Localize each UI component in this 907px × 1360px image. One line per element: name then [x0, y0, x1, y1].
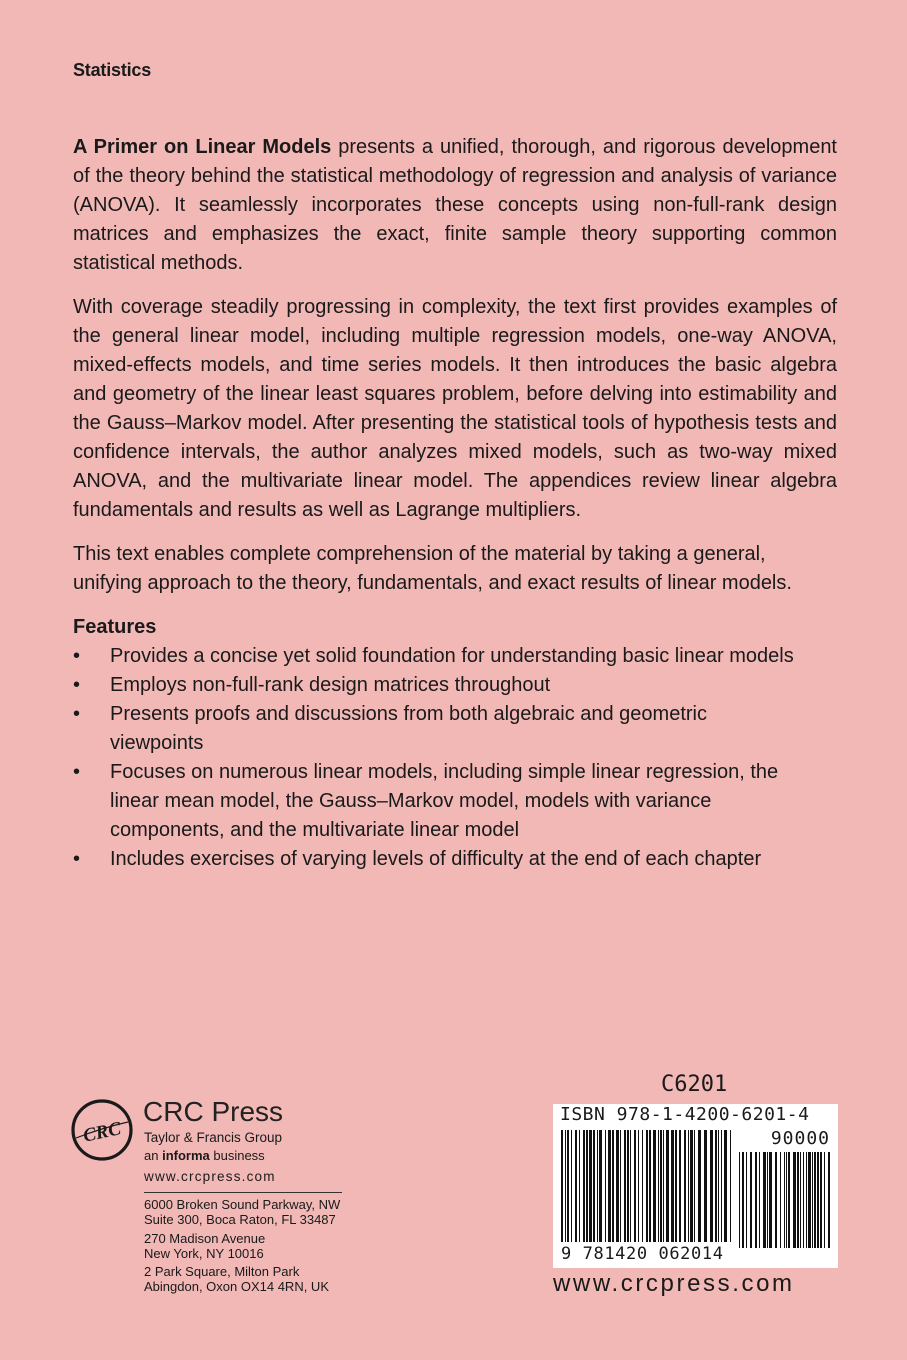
barcode-addon-bar	[788, 1152, 790, 1248]
barcode-bar	[599, 1130, 602, 1242]
barcode-addon-bar	[759, 1152, 760, 1248]
barcode-addon-bar	[742, 1152, 744, 1248]
barcode-bar	[704, 1130, 707, 1242]
barcode-bar	[567, 1130, 569, 1242]
barcode-bar	[694, 1130, 695, 1242]
barcode-bar	[698, 1130, 701, 1242]
barcode-bar	[561, 1130, 563, 1242]
barcode-addon-bar	[797, 1152, 799, 1248]
barcode-bar	[630, 1130, 631, 1242]
publisher-name: CRC Press	[143, 1096, 284, 1127]
features-list	[73, 642, 837, 874]
barcode-bar	[671, 1130, 674, 1242]
barcode-bar	[638, 1130, 639, 1242]
feature-item: • Provides a concise yet solid foundation for understanding basic linear models	[73, 642, 837, 671]
barcode-bar	[624, 1130, 626, 1242]
publisher-website[interactable]: www.crcpress.com	[144, 1169, 276, 1184]
address-uk: 2 Park Square, Milton Park Abingdon, Oxon OX14 4RN, UK	[144, 1264, 329, 1294]
barcode-addon-bar	[739, 1152, 740, 1248]
bullet: •	[73, 761, 81, 783]
feature-item: • Focuses on numerous linear models, including simple linear regression, the linear mean model, the Gauss–Markov model, models with variance components, and the multivariate linear model	[73, 758, 790, 845]
barcode-bar	[634, 1130, 636, 1242]
coverage-paragraph: With coverage steadily progressing in complexity, the text first provides examples of the general linear model, including multiple regression models, one-way ANOVA, mixed-effects models, and time series models. It then introduces the basic algebra and geometry of the linear least squares problem, before delving into estimability and the Gauss–Markov model. After presenting the statistical tools of hypothesis tests and confidence intervals, the author analyzes mixed models, such as two-way mixed ANOVA, and the multivariate linear model. The appendices review linear algebra fundamentals and results as well as Lagrange multipliers.	[73, 296, 837, 521]
barcode-addon-bar	[767, 1152, 768, 1248]
barcode-bar	[627, 1130, 629, 1242]
barcode-bar	[608, 1130, 611, 1242]
barcode-bar	[616, 1130, 619, 1242]
barcode-bar	[688, 1130, 689, 1242]
bullet: •	[73, 645, 81, 667]
barcode-bar	[684, 1130, 686, 1242]
barcode-bar	[730, 1130, 731, 1242]
barcode-bar	[620, 1130, 621, 1242]
barcode-addon-bar	[803, 1152, 804, 1248]
barcode-addon-bar	[746, 1152, 747, 1248]
barcode-addon-bar	[814, 1152, 816, 1248]
barcode-bar	[721, 1130, 722, 1242]
barcode-addon-bar	[763, 1152, 766, 1248]
barcode-addon-bar	[817, 1152, 819, 1248]
isbn-barcode	[553, 1104, 838, 1268]
barcode-addon-bar	[755, 1152, 757, 1248]
barcode-addon-bar	[750, 1152, 752, 1248]
barcode-bar	[579, 1130, 580, 1242]
logo-text: CRC	[81, 1118, 123, 1147]
barcode-addon-bar	[812, 1152, 813, 1248]
barcode-bar	[589, 1130, 592, 1242]
barcode-bar	[605, 1130, 606, 1242]
crc-logo-icon	[70, 1098, 134, 1162]
publisher-group: Taylor & Francis Group	[144, 1130, 283, 1145]
barcode-bar	[666, 1130, 669, 1242]
barcode-addon-bar	[786, 1152, 787, 1248]
divider	[144, 1192, 342, 1193]
barcode-bar	[642, 1130, 643, 1242]
address-new-york: 270 Madison Avenue New York, NY 10016	[144, 1231, 266, 1261]
barcode-addon-bar	[828, 1152, 830, 1248]
barcode-bar	[710, 1130, 713, 1242]
barcode-addon-bar	[769, 1152, 772, 1248]
intro-paragraph	[73, 133, 837, 278]
summary-paragraph: This text enables complete comprehension of the material by taking a general, unifying approach to the theory, fundamentals, and exact results of linear models.	[73, 543, 792, 594]
price-code: 90000	[770, 1128, 830, 1149]
feature-item: • Employs non-full-rank design matrices throughout	[73, 671, 837, 700]
barcode-addon-bar	[793, 1152, 796, 1248]
barcode-bar	[575, 1130, 577, 1242]
barcode-bar	[586, 1130, 588, 1242]
barcode-bar	[565, 1130, 566, 1242]
barcode-bar	[571, 1130, 572, 1242]
barcode-addon-bar	[808, 1152, 811, 1248]
barcode-bar	[718, 1130, 719, 1242]
barcode-bar	[658, 1130, 659, 1242]
barcode-bar	[660, 1130, 662, 1242]
category-label: Statistics	[73, 60, 152, 80]
barcode-bar	[593, 1130, 595, 1242]
barcode-addon-bar	[824, 1152, 825, 1248]
book-title: A Primer on Linear Models	[73, 136, 332, 158]
bullet: •	[73, 848, 81, 870]
barcode-addon-bar	[800, 1152, 801, 1248]
barcode-bar	[715, 1130, 717, 1242]
barcode-addon-bar	[784, 1152, 785, 1248]
intro-text: presents a unified, thorough, and rigorous development of the theory behind the statistical methodology of regression and analysis of variance (ANOVA). It seamlessly incorporates these concepts using non-full-rank design matrices and emphasizes the exact, finite sample theory supporting common statistical methods.	[73, 136, 837, 274]
feature-item: • Presents proofs and discussions from both algebraic and geometric viewpoints	[73, 700, 750, 758]
barcode-addon-bar	[806, 1152, 807, 1248]
bullet: •	[73, 703, 81, 725]
description	[73, 133, 837, 874]
barcode-bar	[679, 1130, 681, 1242]
barcode-bar	[646, 1130, 648, 1242]
footer-website[interactable]: www.crcpress.com	[553, 1270, 795, 1297]
publisher-business: an informa business	[144, 1148, 265, 1163]
ean-digits: 9 781420 062014	[561, 1244, 724, 1264]
bullet: •	[73, 674, 81, 696]
barcode-addon-bar	[775, 1152, 777, 1248]
barcode-bar	[612, 1130, 614, 1242]
feature-item: • Includes exercises of varying levels of difficulty at the end of each chapter	[73, 845, 837, 874]
barcode-bar	[653, 1130, 656, 1242]
address-boca-raton: 6000 Broken Sound Parkway, NW Suite 300, Boca Raton, FL 33487	[144, 1197, 341, 1227]
barcode-addon-bar	[820, 1152, 822, 1248]
barcode-bar	[675, 1130, 677, 1242]
barcode-bar	[724, 1130, 727, 1242]
product-code: C6201	[661, 1072, 728, 1097]
barcode-bar	[690, 1130, 693, 1242]
barcode-bar	[597, 1130, 598, 1242]
barcode-bar	[663, 1130, 664, 1242]
barcode-bar	[583, 1130, 585, 1242]
barcode-addon-bar	[780, 1152, 781, 1248]
features-heading: Features	[73, 616, 157, 638]
barcode-bar	[649, 1130, 651, 1242]
isbn-number: ISBN 978-1-4200-6201-4	[560, 1104, 810, 1125]
